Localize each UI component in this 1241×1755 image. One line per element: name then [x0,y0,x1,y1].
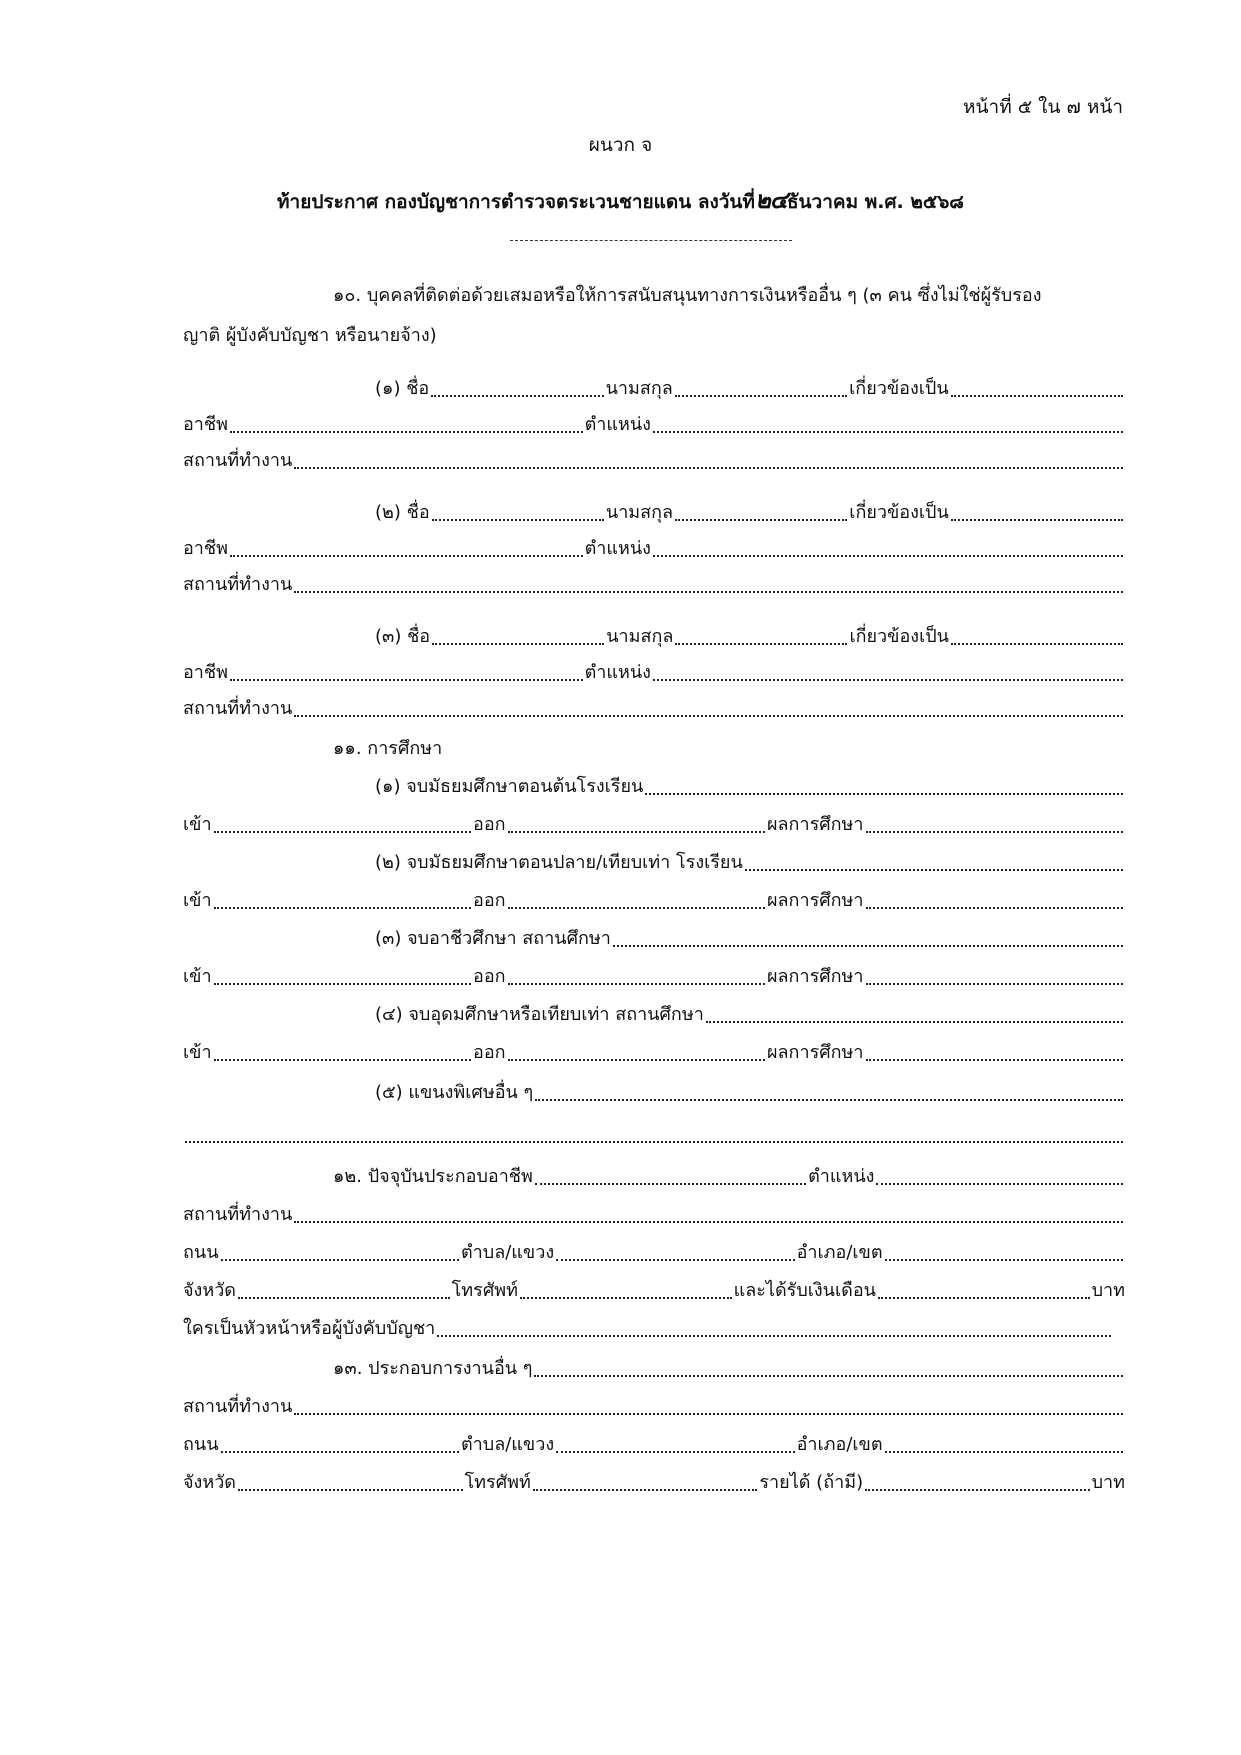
section-13-province-row [183,1470,1125,1496]
section-12-supervisor-row [183,1316,1113,1342]
other-work-field[interactable] [534,1375,1123,1377]
person-3-name-field[interactable] [432,643,604,645]
section-12-province-row [183,1278,1125,1304]
person-3-position-field[interactable] [653,679,1123,681]
position-label: ตำแหน่ง [808,1166,875,1187]
salary-label: และได้รับเงินเดือน [733,1280,876,1301]
surname-label: นามสกุล [605,502,674,523]
person-2-workplace-row [183,572,1125,598]
current-phone-field[interactable] [520,1297,732,1299]
edu-5-row [375,1080,1125,1106]
page-number: หน้าที่ ๕ ใน ๗ หน้า [963,96,1123,118]
section-12-workplace-row [183,1202,1125,1228]
person-1-name-row [375,376,1125,402]
edu-4-enter-field[interactable] [214,1059,471,1061]
section-10-intro [183,276,1125,356]
enter-label: เข้า [183,966,212,987]
position-label: ตำแหน่ง [584,414,651,435]
position-label: ตำแหน่ง [584,538,651,559]
district-label: อำเภอ/เขต [796,1242,883,1263]
section-12-row [333,1164,1125,1190]
result-label: ผลการศึกษา [766,1042,864,1063]
person-2-position-field[interactable] [653,555,1123,557]
income-label: รายได้ (ถ้ามี) [759,1472,864,1493]
supervisor-label: ใครเป็นหัวหน้าหรือผู้บังคับบัญชา [183,1318,436,1339]
surname-label: นามสกุล [606,626,674,647]
edu-3-dates-row [183,964,1125,990]
edu-1-row [375,774,1125,800]
other-subdistrict-field[interactable] [556,1451,794,1453]
current-province-field[interactable] [238,1297,450,1299]
edu-2-exit-field[interactable] [508,907,765,909]
person-2-occupation-row [183,536,1125,562]
edu-4-school-field[interactable] [706,1021,1123,1023]
edu-2-label: (๒) จบมัธยมศึกษาตอนปลาย/เทียบเท่า โรงเรียน [375,852,743,873]
section-11-title-row [333,736,1125,762]
section-13-row [333,1356,1125,1382]
edu-2-school-field[interactable] [745,869,1123,871]
supervisor-field[interactable] [437,1335,1111,1337]
person-1-number: (๑) [375,378,401,399]
enter-label: เข้า [183,890,212,911]
edu-5-continuation-field[interactable] [185,1141,1123,1143]
phone-label: โทรศัพท์ [464,1472,531,1493]
person-3-workplace-field[interactable] [294,715,1123,717]
edu-2-row [375,850,1125,876]
person-3-occupation-field[interactable] [230,679,583,681]
person-1-surname-field[interactable] [675,395,847,397]
person-1-position-field[interactable] [653,431,1123,433]
edu-3-result-field[interactable] [866,983,1123,985]
result-label: ผลการศึกษา [766,814,864,835]
workplace-label: สถานที่ทำงาน [183,450,293,471]
section-13-title: ๑๓. ประกอบการงานอื่น ๆ [333,1358,533,1379]
person-3-number: (๓) [375,626,402,647]
other-phone-field[interactable] [533,1489,758,1491]
current-district-field[interactable] [885,1259,1123,1261]
edu-4-label: (๔) จบอุดมศึกษาหรือเทียบเท่า สถานศึกษา [375,1004,704,1025]
edu-2-enter-field[interactable] [214,907,471,909]
edu-4-exit-field[interactable] [508,1059,765,1061]
occupation-label: อาชีพ [183,538,228,559]
signed-day: ๒๔ [754,186,787,214]
other-district-field[interactable] [885,1451,1123,1453]
subdistrict-label: ตำบล/แขวง [460,1242,555,1263]
section-13-address-row [183,1432,1125,1458]
result-label: ผลการศึกษา [766,966,864,987]
workplace-label: สถานที่ทำงาน [183,1396,293,1417]
edu-1-enter-field[interactable] [214,831,471,833]
position-label: ตำแหน่ง [584,662,651,683]
edu-1-label: (๑) จบมัธยมศึกษาตอนต้นโรงเรียน [375,776,644,797]
exit-label: ออก [473,1042,506,1063]
announcement-suffix: ธันวาคม พ.ศ. ๒๕๖๘ [786,191,964,213]
edu-3-row [375,926,1125,952]
current-road-field[interactable] [221,1259,459,1261]
current-salary-field[interactable] [878,1297,1090,1299]
person-1-workplace-row [183,448,1125,474]
person-1-occupation-field[interactable] [230,431,583,433]
road-label: ถนน [183,1242,219,1263]
enter-label: เข้า [183,814,212,835]
person-1-workplace-field[interactable] [294,467,1123,469]
person-3-workplace-row [183,696,1125,722]
exit-label: ออก [473,890,506,911]
edu-1-dates-row [183,812,1125,838]
phone-label: โทรศัพท์ [451,1280,518,1301]
current-workplace-field[interactable] [294,1221,1123,1223]
section-10-line1: ๑๐. บุคคลที่ติดต่อด้วยเสมอหรือให้การสนับสนุนทางการเงินหรืออื่น ๆ (๓ คน ซึ่งไม่ใช่ผู้รับรอง [333,285,1042,306]
edu-1-result-field[interactable] [866,831,1123,833]
person-2-name-field[interactable] [432,519,604,521]
baht-label: บาท [1091,1280,1125,1301]
edu-2-result-field[interactable] [866,907,1123,909]
edu-1-school-field[interactable] [645,793,1123,795]
name-label: ชื่อ [406,378,430,399]
related-label: เกี่ยวข้องเป็น [849,502,949,523]
announcement-prefix: ท้ายประกาศ กองบัญชาการตำรวจตระเวนชายแดน ลงวันที่ [277,191,755,213]
person-3-related-field[interactable] [951,643,1123,645]
person-2-related-field[interactable] [951,519,1123,521]
occupation-label: อาชีพ [183,662,228,683]
section-13-workplace-row [183,1394,1125,1420]
subdistrict-label: ตำบล/แขวง [460,1434,555,1455]
other-income-field[interactable] [865,1489,1090,1491]
other-road-field[interactable] [221,1451,459,1453]
section-12-title: ๑๒. ปัจจุบันประกอบอาชีพ [333,1166,533,1187]
name-label: ชื่อ [406,502,430,523]
province-label: จังหวัด [183,1280,236,1301]
workplace-label: สถานที่ทำงาน [183,1204,293,1225]
exit-label: ออก [473,966,506,987]
person-2-name-row [375,500,1125,526]
other-province-field[interactable] [238,1489,463,1491]
edu-5-label: (๕) แขนงพิเศษอื่น ๆ [375,1082,534,1103]
person-2-workplace-field[interactable] [294,591,1123,593]
enter-label: เข้า [183,1042,212,1063]
section-11-title: ๑๑. การศึกษา [333,738,443,759]
person-2-surname-field[interactable] [675,519,847,521]
occupation-label: อาชีพ [183,414,228,435]
district-label: อำเภอ/เขต [796,1434,883,1455]
current-subdistrict-field[interactable] [556,1259,794,1261]
edu-5-field[interactable] [535,1099,1123,1101]
person-3-surname-field[interactable] [675,643,847,645]
surname-label: นามสกุล [605,378,673,399]
edu-3-exit-field[interactable] [508,983,765,985]
edu-3-label: (๓) จบอาชีวศึกษา สถานศึกษา [375,928,611,949]
edu-4-dates-row [183,1040,1125,1066]
exit-label: ออก [473,814,506,835]
section-10-line2: ญาติ ผู้บังคับบัญชา หรือนายจ้าง) [183,325,437,346]
edu-4-row [375,1002,1125,1028]
result-label: ผลการศึกษา [766,890,864,911]
person-3-occupation-row [183,660,1125,686]
edu-5-continuation-row [183,1122,1125,1148]
edu-3-enter-field[interactable] [214,983,471,985]
current-occupation-field[interactable] [535,1183,806,1185]
related-label: เกี่ยวข้องเป็น [849,378,949,399]
person-3-name-row [375,624,1125,650]
header-divider [510,240,792,241]
person-2-number: (๒) [375,502,401,523]
edu-3-school-field[interactable] [613,945,1123,947]
workplace-label: สถานที่ทำงาน [183,698,293,719]
person-1-related-field[interactable] [951,395,1123,397]
current-position-field[interactable] [876,1183,1123,1185]
other-workplace-field[interactable] [294,1413,1123,1415]
province-label: จังหวัด [183,1472,236,1493]
name-label: ชื่อ [407,626,431,647]
announcement-line [0,180,1241,219]
road-label: ถนน [183,1434,219,1455]
workplace-label: สถานที่ทำงาน [183,574,293,595]
person-2-occupation-field[interactable] [230,555,583,557]
edu-2-dates-row [183,888,1125,914]
section-12-address-row [183,1240,1125,1266]
edu-4-result-field[interactable] [866,1059,1123,1061]
person-1-occupation-row [183,412,1125,438]
baht-label: บาท [1091,1472,1126,1493]
edu-1-exit-field[interactable] [508,831,765,833]
appendix-title: ผนวก จ [588,134,653,156]
person-1-name-field[interactable] [431,395,603,397]
related-label: เกี่ยวข้องเป็น [849,626,949,647]
